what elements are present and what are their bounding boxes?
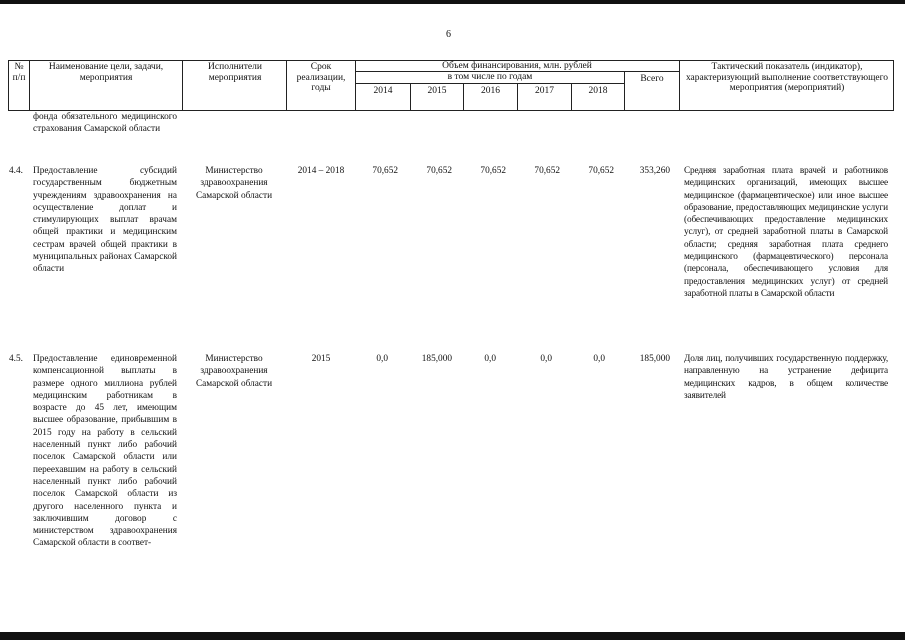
header-vline — [679, 60, 680, 111]
top-border — [0, 0, 905, 4]
row-2017: 0,0 — [540, 354, 552, 364]
header-year-2016: 2016 — [481, 86, 500, 96]
header-col-indicator: Тактический показатель (индикатор), характеризующий выполнение соответствующего мероприятия (мероприятий) — [685, 62, 889, 93]
header-col-term: Срок реализации, годы — [296, 62, 346, 93]
row-2016: 0,0 — [484, 354, 496, 364]
header-col-name: Наименование цели, задачи, мероприятия — [48, 62, 164, 83]
row-2014: 70,652 — [372, 166, 398, 176]
row-number: 4.5. — [9, 354, 23, 364]
row-name: Предоставление субсидий государственным бюджетным учреждениям здравоохранения на осуществление доплат и стимулирующих выплат врачам общей практики и медицинским сестрам врачей общей практики в муниципальных районах Самарской области — [33, 166, 177, 275]
header-vline — [182, 60, 183, 111]
row-indicator: Доля лиц, получивших государственную поддержку, направленную на устранение дефицита медицинских кадров, в общем количестве заявителей — [684, 354, 888, 401]
header-col-total: Всего — [640, 74, 664, 84]
header-vline — [29, 60, 30, 111]
row-2018: 70,652 — [588, 166, 614, 176]
header-col-funding: Объем финансирования, млн. рублей — [442, 61, 592, 71]
header-vline — [286, 60, 287, 111]
row-executor: Министерство здравоохранения Самарской области — [195, 354, 273, 389]
header-rule-sub2 — [355, 83, 624, 84]
row-2016: 70,652 — [480, 166, 506, 176]
header-col-funding-sub: в том числе по годам — [447, 72, 533, 82]
row-2018: 0,0 — [593, 354, 605, 364]
row-indicator: Средняя заработная плата врачей и работников медицинских организаций, имеющих высшее медицинское (фармацевтическое) или иное высшее образование, предоставляющих медицинские услуги (обеспечивающих предоставление медицинских услуг), от средней заработной платы в Самарской области; средняя заработная плата среднего медицинского (фармацевтического) персонала (персонала, обеспечивающего условия для предоставления медицинских услуг) от средней заработной платы в Самарской области — [684, 166, 888, 299]
row-total: 353,260 — [639, 166, 670, 176]
header-vline — [8, 60, 9, 111]
header-vline — [893, 60, 894, 111]
row-2014: 0,0 — [376, 354, 388, 364]
bottom-border — [0, 632, 905, 640]
row-2017: 70,652 — [534, 166, 560, 176]
page-number: 6 — [446, 29, 451, 40]
continuation-text: фонда обязательного медицинского страхования Самарской области — [33, 112, 177, 135]
row-2015: 185,000 — [421, 354, 452, 364]
row-executor: Министерство здравоохранения Самарской области — [195, 166, 273, 201]
row-2015: 70,652 — [426, 166, 452, 176]
header-year-2018: 2018 — [588, 86, 608, 96]
row-name: Предоставление единовременной компенсационной выплаты в размере одного миллиона рублей медицинским работникам в возрасте до 45 лет, имеющим высшее образование, прибывшим в 2015 году на работу в сельский населенный пункт либо рабочий поселок Самарской области или переехавшим на работу в сельский населенный пункт либо рабочий поселок Самарской области из другого населенного пункта и заключившим договор с министерством здравоохранения Самарской области в соответ- — [33, 354, 177, 549]
header-year-2014: 2014 — [373, 86, 393, 96]
header-year-2015: 2015 — [427, 86, 447, 96]
row-total: 185,000 — [639, 354, 670, 364]
row-number: 4.4. — [9, 166, 23, 176]
header-year-2017: 2017 — [535, 86, 554, 96]
row-term: 2015 — [311, 354, 331, 364]
row-term: 2014 – 2018 — [297, 166, 345, 176]
header-col-number: № п/п — [12, 62, 26, 83]
header-col-executor: Исполнители мероприятия — [208, 62, 262, 83]
